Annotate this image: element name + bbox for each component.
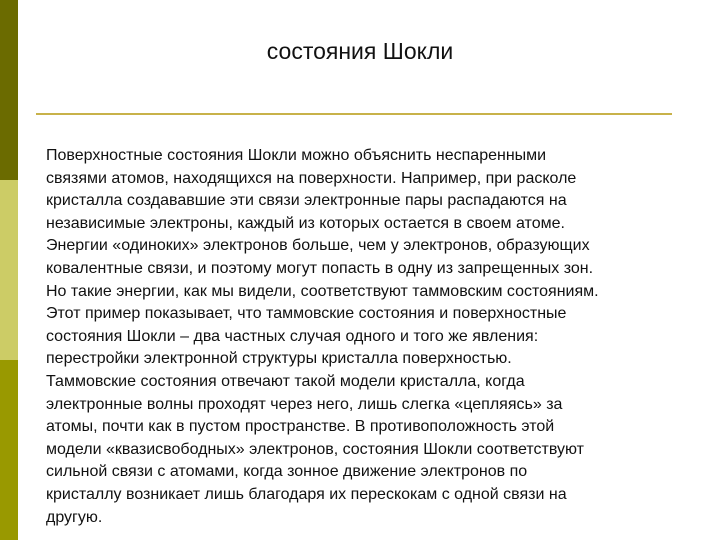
body-line: Поверхностные состояния Шокли можно объяснить неспаренными xyxy=(46,147,547,164)
body-line: кристалла создававшие эти связи электронные пары распадаются на xyxy=(46,192,567,210)
body-line: другую. xyxy=(46,508,103,526)
body-line: перестройки электронной структуры кристалла поверхностью. xyxy=(46,350,512,368)
body-line: ковалентные связи, и поэтому могут попасть в одну из запрещенных зон. xyxy=(46,259,594,277)
body-line: Таммовские состояния отвечают такой модели кристалла, когда xyxy=(46,372,525,390)
body-line: Этот пример показывает, что таммовские состояния и поверхностные xyxy=(46,305,567,323)
body-line: электронные волны проходят через него, лишь слегка «цепляясь» за xyxy=(46,395,563,413)
body-line: Энергии «одиноких» электронов больше, чем у электронов, образующих xyxy=(46,237,590,255)
slide-title: состояния Шокли xyxy=(266,38,454,64)
body-line: Но такие энергии, как мы видели, соответствуют таммовским состояниям. xyxy=(46,282,599,300)
sidebar-color-bar xyxy=(0,0,18,540)
sidebar-band-top xyxy=(0,0,18,180)
body-line: независимые электроны, каждый из которых остается в своем атоме. xyxy=(46,214,565,232)
slide-body-text xyxy=(46,145,686,529)
body-line: кристаллу возникает лишь благодаря их перескокам с одной связи на xyxy=(46,485,567,503)
sidebar-band-bottom xyxy=(0,360,18,540)
sidebar-band-middle xyxy=(0,180,18,360)
body-line: модели «квазисвободных» электронов, состояния Шокли соответствуют xyxy=(46,440,584,458)
body-line: атомы, почти как в пустом пространстве. В противоположность этой xyxy=(46,418,555,436)
title-divider xyxy=(36,113,672,115)
body-line: связями атомов, находящихся на поверхности. Например, при расколе xyxy=(46,169,577,187)
body-line: сильной связи с атомами, когда зонное движение электронов по xyxy=(46,463,528,481)
body-line: состояния Шокли – два частных случая одного и того же явления: xyxy=(46,327,539,345)
